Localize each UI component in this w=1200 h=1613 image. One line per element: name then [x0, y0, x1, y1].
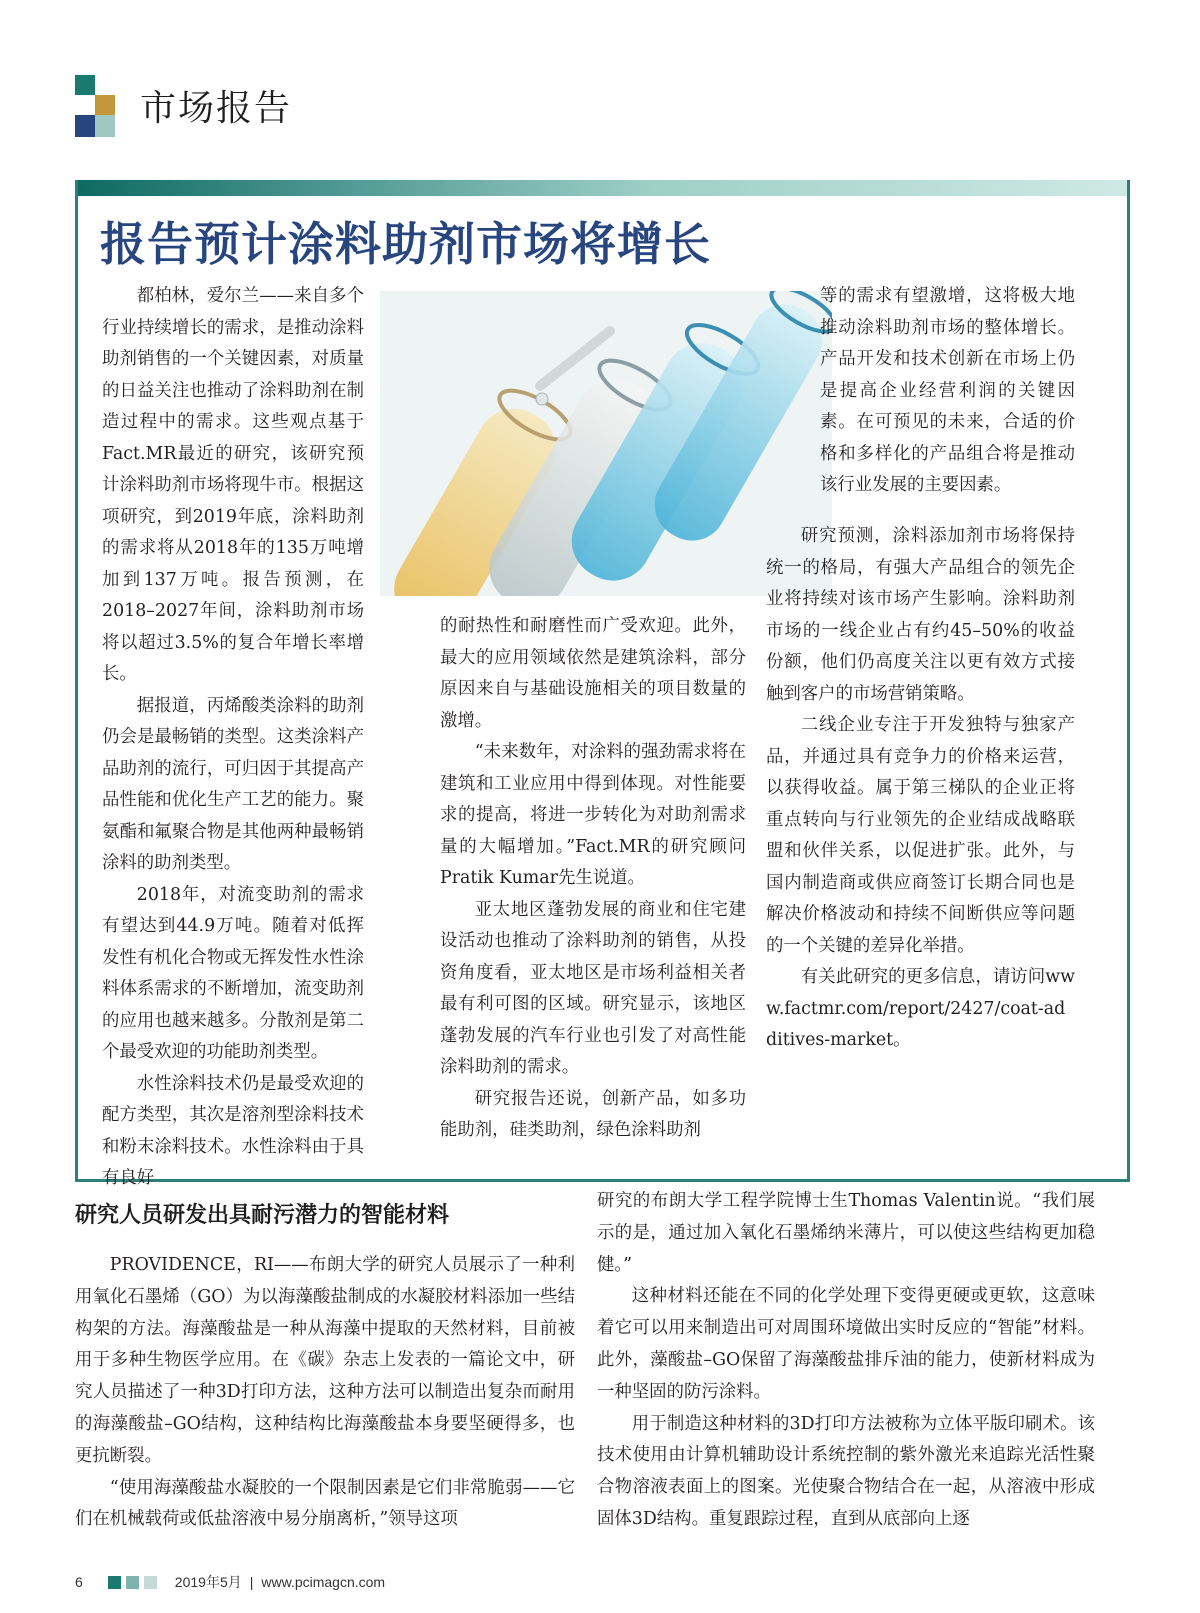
article2-column-2 — [597, 1186, 1095, 1536]
paragraph: 研究预测，涂料添加剂市场将保持统一的格局，有强大产品组合的领先企业将持续对该市场产生影响。涂料助剂市场的一线企业占有约45–50%的收益份额，他们仍高度关注以更有效方式接触到客户的市场营销策略。 — [766, 526, 1075, 704]
paragraph: 用于制造这种材料的3D打印方法被称为立体平版印刷术。该技术使用由计算机辅助设计系统控制的紫外激光来追踪光活性聚合物溶液表面上的图案。光使聚合物结合在一起，从溶液中形成固体3D结构。重复跟踪过程，直到从底部向上逐 — [597, 1413, 1095, 1529]
article1-column-2 — [440, 611, 746, 1147]
article1-column-3a — [820, 281, 1075, 502]
footer-square-icon — [108, 1576, 121, 1589]
footer-separator: | — [249, 1574, 254, 1590]
paragraph: “未来数年，对涂料的强劲需求将在建筑和工业应用中得到体现。对性能要求的提高，将进一步转化为对助剂需求量的大幅增加。”Fact.MR的研究顾问Pratik Kumar先生说道。 — [440, 742, 746, 888]
footer-square-icon — [126, 1576, 139, 1589]
paragraph: 研究的布朗大学工程学院博士生Thomas Valentin说。“我们展示的是，通过加入氧化石墨烯纳米薄片，可以使这些结构更加稳健。” — [597, 1191, 1095, 1275]
footer-square-icon — [144, 1576, 157, 1589]
paragraph: 有关此研究的更多信息，请访问www.factmr.com/report/2427/coat-additives-market。 — [766, 967, 1075, 1050]
article1-column-1 — [102, 281, 364, 1195]
page-footer — [75, 1572, 385, 1592]
paragraph: 的耐热性和耐磨性而广受欢迎。此外，最大的应用领域依然是建筑涂料，部分原因来自与基础设施相关的项目数量的激增。 — [440, 616, 746, 731]
page-number: 6 — [75, 1574, 83, 1590]
paragraph: 2018年，对流变助剂的需求有望达到44.9万吨。随着对低挥发性有机化合物或无挥发性水性涂料体系需求的不断增加，流变助剂的应用也越来越多。分散剂是第二个最受欢迎的功能助剂类型。 — [102, 884, 364, 1062]
paragraph: 都柏林，爱尔兰——来自多个行业持续增长的需求，是推动涂料助剂销售的一个关键因素，对质量的日益关注也推动了涂料助剂在制造过程中的需求。这些观点基于Fact.MR最近的研究，该研究预计涂料助剂市场将现牛市。根据这项研究，到2019年底，涂料助剂的需求将从2018年的135万吨增加到137万吨。报告预测，在2018–2027年间，涂料助剂市场将以超过3.5%的复合年增长率增长。 — [102, 286, 364, 684]
article-headline: 报告预计涂料助剂市场将增长 — [100, 217, 711, 271]
paragraph: 等的需求有望激增，这将极大地推动涂料助剂市场的整体增长。产品开发和技术创新在市场上仍是提高企业经营利润的关键因素。在可预见的未来，合适的价格和多样化的产品组合将是推动该行业发展的主要因素。 — [820, 286, 1075, 495]
section-title: 市场报告 — [140, 88, 293, 129]
paragraph: 研究报告还说，创新产品，如多功能助剂，硅类助剂，绿色涂料助剂 — [440, 1088, 746, 1140]
issue-date: 2019年5月 — [174, 1574, 242, 1590]
website-link[interactable]: www.pcimagcn.com — [261, 1574, 386, 1590]
paragraph: 据报道，丙烯酸类涂料的助剂仍会是最畅销的类型。这类涂料产品助剂的流行，可归因于其提高产品性能和优化生产工艺的能力。聚氨酯和氟聚合物是其他两种最畅销涂料的助剂类型。 — [102, 695, 364, 873]
section-logo — [75, 75, 123, 137]
paragraph: 这种材料还能在不同的化学处理下变得更硬或更软，这意味着它可以用来制造出可对周围环境做出实时反应的“智能”材料。此外，藻酸盐–GO保留了海藻酸盐排斥油的能力，使新材料成为一种坚固的防污涂料。 — [597, 1286, 1095, 1402]
paragraph: 二线企业专注于开发独特与独家产品，并通过具有竞争力的价格来运营，以获得收益。属于第三梯队的企业正将重点转向与行业领先的企业结成战略联盟和伙伴关系，以促进扩张。此外，与国内制造商或供应商签订长期合同也是解决价格波动和持续不间断供应等问题的一个关键的差异化举措。 — [766, 715, 1075, 956]
paragraph: “使用海藻酸盐水凝胶的一个限制因素是它们非常脆弱——它们在机械载荷或低盐溶液中易分崩离析，”领导这项 — [75, 1477, 575, 1530]
test-tubes-photo — [380, 291, 832, 596]
paragraph: 亚太地区蓬勃发展的商业和住宅建设活动也推动了涂料助剂的销售，从投资角度看，亚太地区是市场利益相关者最有利可图的区域。研究显示，该地区蓬勃发展的汽车行业也引发了对高性能涂料助剂的需求。 — [440, 899, 746, 1077]
article2-title: 研究人员研发出具耐污潜力的智能材料 — [75, 1203, 450, 1228]
article2-column-1 — [75, 1250, 575, 1536]
article1-column-3 — [766, 521, 1075, 1057]
paragraph: 水性涂料技术仍是最受欢迎的配方类型，其次是溶剂型涂料技术和粉末涂料技术。水性涂料由于具有良好 — [102, 1073, 364, 1188]
paragraph: PROVIDENCE，RI——布朗大学的研究人员展示了一种利用氧化石墨烯（GO）为以海藻酸盐制成的水凝胶材料添加一些结构架的方法。海藻酸盐是一种从海藻中提取的天然材料，目前被用于多种生物医学应用。在《碳》杂志上发表的一篇论文中，研究人员描述了一种3D打印方法，这种方法可以制造出复杂而耐用的海藻酸盐–GO结构，这种结构比海藻酸盐本身要坚硬得多，也更抗断裂。 — [75, 1255, 575, 1466]
